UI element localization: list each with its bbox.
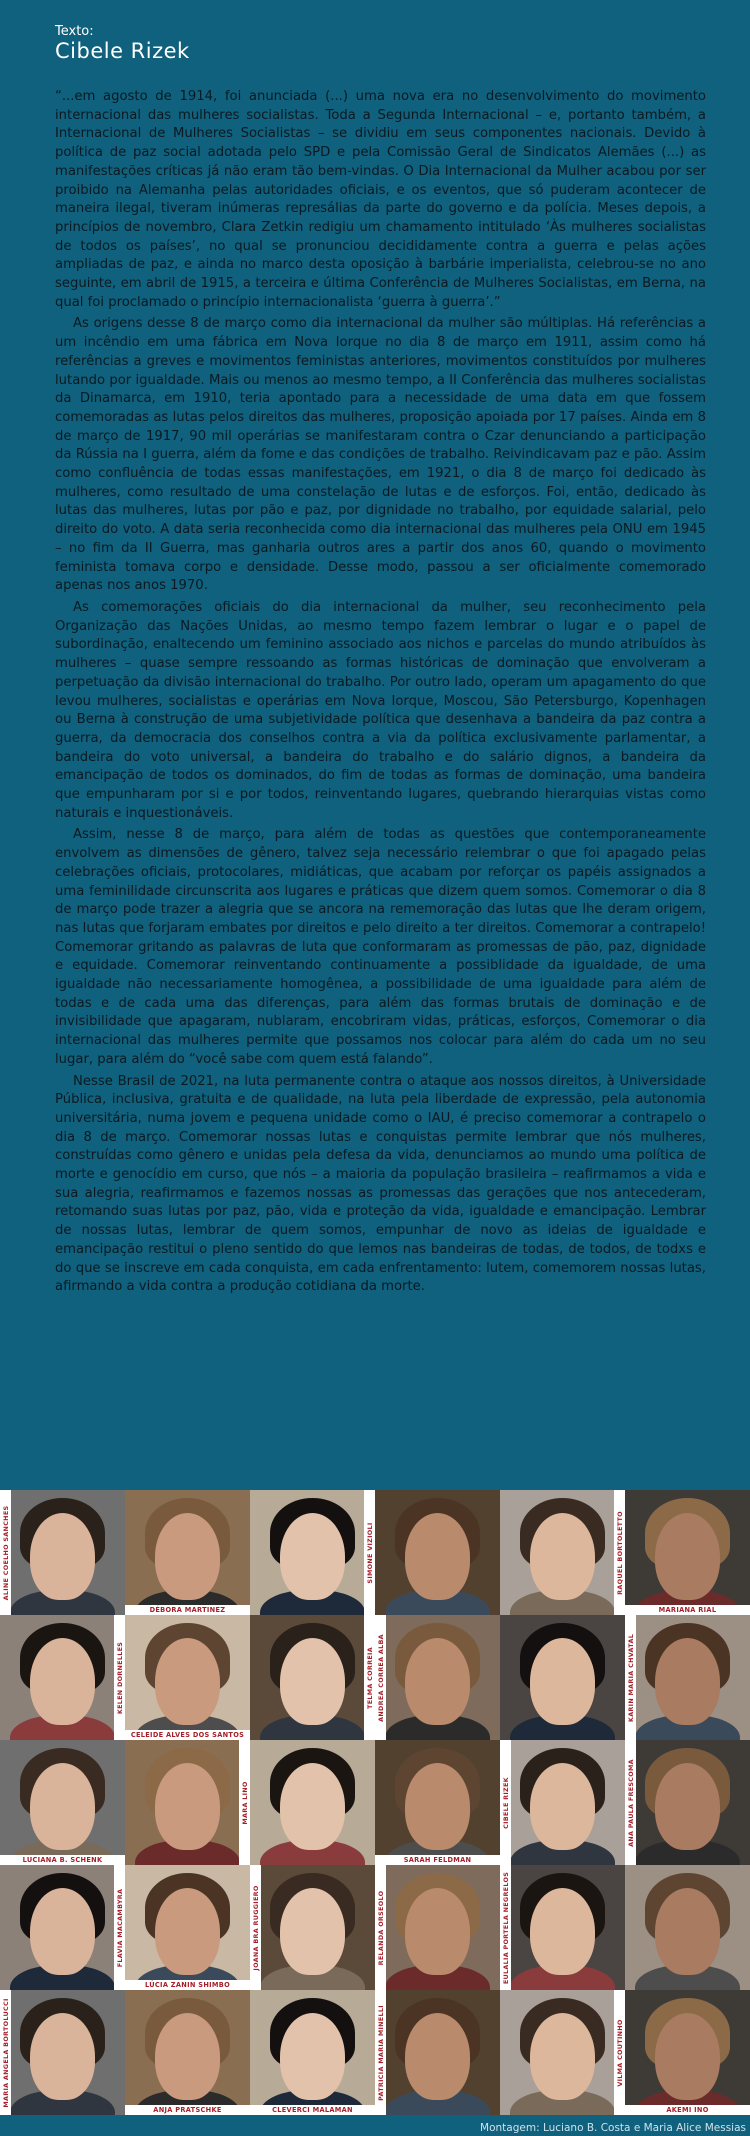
portrait-name: LÚCIA ZANIN SHIMBO (125, 1980, 250, 1990)
portrait-tile (125, 1990, 250, 2115)
portrait-face (155, 1513, 220, 1601)
portrait-tile (625, 1865, 750, 1990)
portrait-name: EULALIA PORTELA NEGRELOS (501, 1871, 510, 1984)
article-paragraph: Assim, nesse 8 de março, para além de todas as questões que contemporaneamente envolvem as dimensões de gênero, talvez seja necessário relembrar o que foi apagado pelas celebrações oficiais, protocolares, midiáticas, que acabam por reforçar os papéis assignados a uma feminilidade circunscrita aos lugares e práticas que dizem quem somos. Comemorar o dia 8 de março pode trazer a alegria que se ancora na rememoração das lutas que lhe deram origem, nas lutas que forjaram embates por direitos e pelo direito a ter direitos. Comemorar a contrapelo! Comemorar gritando as palavras de luta que conformaram as promessas de pão, paz, dignidade e equidade. Comemorar reinventando continuamente a possiblidade da igualdade, de uma igualdade não necessariamente homogênea, a possibilidade de uma igualdade para além de todas e de cada uma das diferenças, para além das formas brutais de dominação e de invisibilidade que apagaram, nublaram, encobriram vidas, práticas, esforços, Comemorar o dia internacional das mulheres permite que possamos nos colocar para além do cada um no seu lugar, para além do “você sabe com quem está falando”. (55, 827, 706, 1067)
portrait-tile (375, 1490, 500, 1615)
portrait-tile (0, 1740, 125, 1865)
article-body (55, 88, 706, 1300)
portrait-tile (375, 1990, 500, 2115)
portrait-name-bar (364, 1490, 375, 1615)
portrait-tile (125, 1490, 250, 1615)
portrait-tile (500, 1490, 625, 1615)
portrait-face (405, 1763, 470, 1851)
portrait-name: DÉBORA MARTINEZ (125, 1605, 250, 1615)
portrait-name: ANDREA CORREA ALBA (376, 1633, 385, 1722)
portrait-face (30, 1513, 95, 1601)
portrait-face (155, 1888, 220, 1976)
portrait-face (655, 1763, 720, 1851)
portrait-name: LUCIANA B. SCHENK (0, 1855, 125, 1865)
portrait-name-bar (114, 1865, 125, 1990)
portrait-tile (125, 1615, 250, 1740)
portrait-face (280, 1513, 345, 1601)
portrait-face (280, 2013, 345, 2101)
portrait-tile (500, 1740, 625, 1865)
portrait-name: CELEIDE ALVES DOS SANTOS (125, 1730, 250, 1740)
portrait-face (405, 1513, 470, 1601)
portrait-name: PATRICIA MARIA MINELLI (376, 2004, 385, 2101)
portrait-name: KARIN MARIA CHVATAL (626, 1633, 635, 1722)
portrait-name: AKEMI INO (625, 2105, 750, 2115)
portrait-tile (500, 1865, 625, 1990)
author-name: Cibele Rizek (55, 39, 190, 63)
portrait-name: CIBELE RIZEK (501, 1776, 510, 1829)
portrait-name-bar (0, 1990, 11, 2115)
portrait-tile (500, 1615, 625, 1740)
portrait-tile (375, 1865, 500, 1990)
portrait-name: RELANDA ORSEOLO (376, 1890, 385, 1965)
portrait-face (530, 1888, 595, 1976)
portrait-tile (125, 1740, 250, 1865)
portrait-name-bar (375, 1865, 386, 1990)
text-label: Texto: (55, 24, 94, 39)
portrait-name: ANA PAULA FRESCOMA (626, 1758, 635, 1847)
portrait-tile (0, 1990, 125, 2115)
portrait-name-bar (614, 1990, 625, 2115)
portrait-face (655, 1888, 720, 1976)
portrait-tile (250, 1615, 375, 1740)
portrait-face (405, 1888, 470, 1976)
portrait-name-bar (625, 1740, 636, 1865)
portrait-face (155, 2013, 220, 2101)
portrait-name-bar (500, 1740, 511, 1865)
portrait-name: CLEVERCI MALAMAN (250, 2105, 375, 2115)
article-paragraph: Nesse Brasil de 2021, na luta permanente contra o ataque aos nossos direitos, à Universidade Pública, inclusiva, gratuita e de qualidade, na luta pela liberdade de expressão, pela autonomia universitária, numa jovem e pequena unidade como o IAU, é preciso comemorar a contrapelo o dia 8 de março. Comemorar nossas lutas e conquistas permite lembrar que nós mulheres, construídas como gênero e unidas pela defesa da vida, denunciamos ao mundo uma política de morte e genocídio em curso, que nós – a maioria da população brasileira – reafirmamos a vida e sua alegria, reafirmamos e fazemos nossas as promessas das gerações que nos antecederam, retomando suas lutas por paz, pão, vida e proteção da vida, igualdade e emancipação. Lembrar de nossas lutas, lembrar de quem somos, empunhar de novo as ideias de igualdade e emancipação restitui o pleno sentido do que lemos nas bandeiras de todas, de todos, de todxs e do que se inscreve em cada conquista, em cada enfrentamento: lutem, comemorem nossas lutas, afirmando a vida contra a produção cotidiana da morte. (55, 1073, 706, 1295)
portrait-face (530, 2013, 595, 2101)
portrait-face (530, 1513, 595, 1601)
portrait-tile (0, 1615, 125, 1740)
portrait-face (155, 1763, 220, 1851)
portrait-face (30, 1888, 95, 1976)
portrait-name-bar (625, 1615, 636, 1740)
portrait-tile (250, 1990, 375, 2115)
portrait-name-bar (0, 1490, 11, 1615)
portrait-face (655, 1638, 720, 1726)
portrait-face (30, 2013, 95, 2101)
portrait-face (280, 1888, 345, 1976)
portrait-face (30, 1763, 95, 1851)
portrait-name: KELEN DORNELLES (115, 1641, 124, 1714)
portrait-name-bar (114, 1615, 125, 1740)
portrait-face (405, 2013, 470, 2101)
article-paragraph: As origens desse 8 de março como dia internacional da mulher são múltiplas. Há referências a um incêndio em uma fábrica em Nova Iorque no dia 8 de março em 1911, assim como há referências a greves e movimentos feministas anteriores, movimentos constituídos por mulheres lutando por igualdade. Mais ou menos ao mesmo tempo, a II Conferência das mulheres socialistas da Dinamarca, em 1910, teria apontado para a necessidade de uma data em que fossem comemoradas as lutas pelos direitos das mulheres, proposição apoiada por 17 países. Ainda em 8 de março de 1917, 90 mil operárias se manifestaram contra o Czar denunciando a participação da Rússia na I guerra, além da fome e das condições de trabalho. Reivindicavam paz e pão. Assim como confluência de todas essas manifestações, em 1921, o dia 8 de março foi dedicado às mulheres, como resultado de uma constelação de lutas e de esforços. Foi, então, dedicado às lutas das mulheres, lutas por pão e paz, por dignidade no trabalho, por equidade salarial, pelo direito do voto. A data seria reconhecida como dia internacional das mulheres pela ONU em 1945 – no fim da II Guerra, mas ganharia outros ares a partir dos anos 60, quando o movimento feminista tomava corpo e densidade. Desse modo, passou a ser oficialmente comemorado apenas nos anos 1970. (55, 316, 706, 594)
portrait-name: MARIA ANGELA BORTOLUCCI (1, 1997, 10, 2108)
portrait-face (655, 2013, 720, 2101)
portrait-name: JOANA BRA RUGGIERO (251, 1884, 260, 1971)
portrait-name: SARAH FELDMAN (375, 1855, 500, 1865)
portrait-name-bar (250, 1865, 261, 1990)
portrait-name-bar (614, 1490, 625, 1615)
portrait-grid (0, 1490, 750, 2115)
portrait-tile (625, 1740, 750, 1865)
portrait-name: RAQUEL BORTOLETTO (615, 1510, 624, 1595)
portrait-tile (500, 1990, 625, 2115)
portrait-tile (375, 1615, 500, 1740)
portrait-name-bar (375, 1990, 386, 2115)
article-paragraph: As comemorações oficiais do dia internacional da mulher, seu reconhecimento pela Organização das Nações Unidas, ao mesmo tempo fazem lembrar o lugar e o papel de subordinação, enaltecendo um feminino associado aos nichos e parcelas do mundo atribuídos às mulheres – quase sempre ressoando as formas históricas de dominação que envolveram a perpetuação da divisão internacional do trabalho. Por outro lado, operam um apagamento do que levou mulheres, socialistas e operárias em Nova Iorque, Moscou, São Petersburgo, Kopenhagen ou Berna à construção de uma subjetividade política que desenhava a bandeira da paz contra a guerra, da democracia dos conselhos contra a via da política exclusivamente parlamentar, a bandeira do voto universal, a bandeira do trabalho e do salário dignos, a bandeira da emancipação de todos os dominados, do fim de todas as formas de dominação, uma bandeira que empunharam por si e por todos, reinventando lugares, quebrando hierarquias vistas como naturais e inquestionáveis. (55, 599, 706, 821)
portrait-name: FLAVIA MACAMBYRA (115, 1888, 124, 1967)
portrait-tile (625, 1615, 750, 1740)
portrait-tile (250, 1740, 375, 1865)
portrait-tile (625, 1490, 750, 1615)
portrait-tile (0, 1490, 125, 1615)
portrait-name: SIMONE VIZIOLI (365, 1521, 374, 1584)
portrait-face (655, 1513, 720, 1601)
portrait-name: VILMA COUTINHO (615, 2018, 624, 2087)
portrait-face (405, 1638, 470, 1726)
portrait-tile (625, 1990, 750, 2115)
portrait-name-bar (375, 1615, 386, 1740)
portrait-face (155, 1638, 220, 1726)
portrait-name: ALINE COELHO SANCHES (1, 1505, 10, 1600)
portrait-name: TELMA CORREIA (365, 1646, 374, 1709)
article-paragraph: “...em agosto de 1914, foi anunciada (...) uma nova era no desenvolvimento do movimento internacional das mulheres socialistas. Toda a Segunda Internacional – e, portanto também, a Internacional de Mulheres Socialistas – se dividiu em seus componentes nacionais. Devido à política de paz social adotada pelo SPD e pela Comissão Geral de Sindicatos Alemães (...) as manifestações críticas já não eram tão bem-vindas. O Dia Internacional da Mulher acabou por ser proibido na Alemanha pelas autoridades oficiais, e os eventos, que só puderam acontecer de maneira ilegal, tiveram inúmeras represálias da parte do governo e da polícia. Meses depois, a princípios de novembro, Clara Zetkin redigiu um chamamento intitulado ‘Às mulheres socialistas de todos os países’, no qual se pronunciou decididamente contra a guerra e pelas ações ampliadas de paz, e ainda no marco desta oposição à barbárie imperialista, celebrou-se no ano seguinte, em abril de 1915, a terceira e última Conferência de Mulheres Socialistas, em Berna, na qual foi proclamado o princípio internacionalista ‘guerra à guerra’.” (55, 89, 706, 310)
header (55, 24, 190, 63)
portrait-tile (250, 1865, 375, 1990)
credits: Montagem: Luciano B. Costa e Maria Alice Messias (480, 2122, 746, 2134)
portrait-tile (125, 1865, 250, 1990)
portrait-tile (375, 1740, 500, 1865)
portrait-name: ANJA PRATSCHKE (125, 2105, 250, 2115)
portrait-name-bar (364, 1615, 375, 1740)
portrait-tile (250, 1490, 375, 1615)
portrait-name-bar (239, 1740, 250, 1865)
portrait-name: MARIANA RIAL (625, 1605, 750, 1615)
portrait-name-bar (500, 1865, 511, 1990)
portrait-face (530, 1638, 595, 1726)
portrait-face (30, 1638, 95, 1726)
portrait-face (280, 1763, 345, 1851)
portrait-name: MARA LINO (240, 1780, 249, 1825)
portrait-face (280, 1638, 345, 1726)
portrait-tile (0, 1865, 125, 1990)
portrait-face (530, 1763, 595, 1851)
